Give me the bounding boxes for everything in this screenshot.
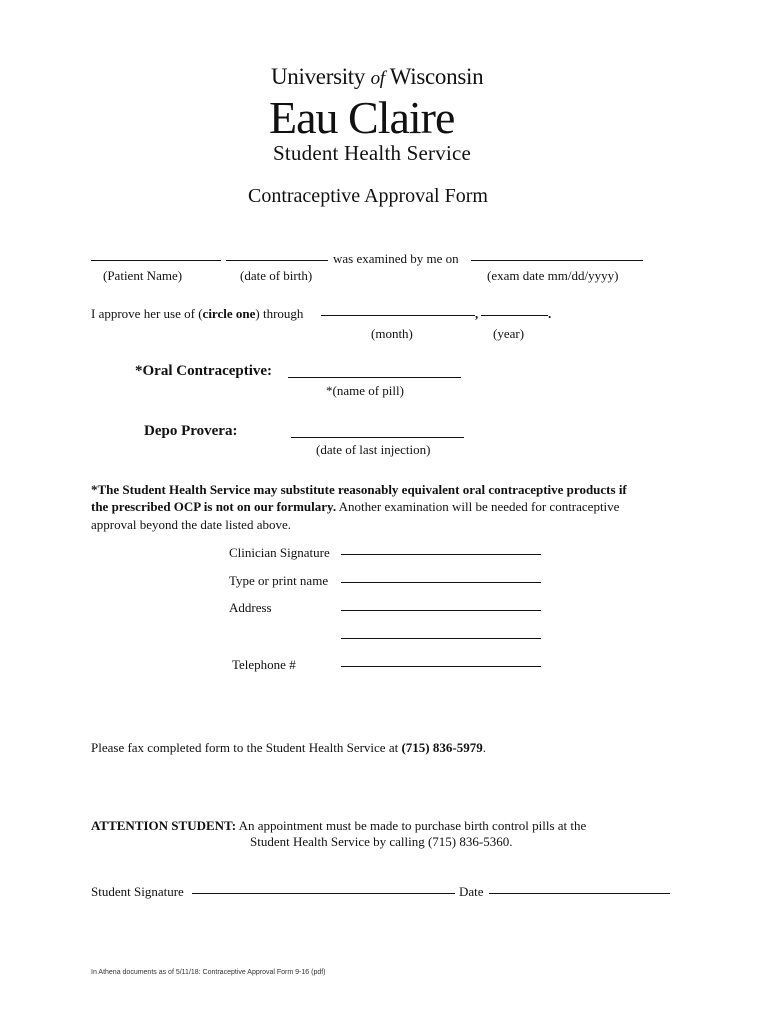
approve-year-field[interactable]	[481, 304, 548, 316]
fax-instruction	[91, 740, 486, 756]
date-of-birth-label: (date of birth)	[240, 268, 313, 283]
patient-name-field[interactable]	[91, 249, 221, 261]
telephone-label: Telephone #	[232, 657, 296, 672]
clinician-signature-field[interactable]	[341, 543, 541, 555]
attention-label: ATTENTION STUDENT:	[91, 818, 237, 833]
attention-text-1: An appointment must be made to purchase birth control pills at the	[236, 818, 587, 833]
student-signature-field[interactable]	[192, 882, 455, 894]
approve-comma: ,	[475, 306, 479, 321]
notice-line-2	[91, 499, 619, 515]
logo-wisconsin-text: Wisconsin	[389, 64, 484, 89]
address-field-line-2[interactable]	[341, 627, 541, 639]
address-field-line-1[interactable]	[341, 599, 541, 611]
patient-name-label: (Patient Name)	[103, 268, 183, 283]
approve-text	[91, 306, 303, 322]
attention-line-1	[91, 818, 586, 834]
telephone-field[interactable]	[341, 655, 541, 667]
fax-text: Please fax completed form to the Student Health Service at	[91, 740, 402, 755]
logo-of-text: of	[370, 68, 385, 89]
approve-circle-one: circle one	[202, 306, 256, 321]
date-of-birth-field[interactable]	[226, 249, 328, 261]
fax-end: .	[482, 740, 486, 755]
month-label: (month)	[371, 326, 413, 341]
approve-period: .	[548, 306, 552, 321]
exam-date-field[interactable]	[471, 249, 643, 261]
pill-name-label: *(name of pill)	[326, 383, 404, 398]
depo-provera-field[interactable]	[291, 426, 464, 438]
logo-student-health-service: Student Health Service	[273, 141, 472, 165]
document-footer: In Athena documents as of 5/11/18: Contraceptive Approval Form 9-16 (pdf)	[91, 969, 326, 976]
fax-number: (715) 836-5979	[401, 740, 483, 755]
print-name-field[interactable]	[341, 571, 541, 583]
student-signature-label: Student Signature	[91, 884, 184, 899]
notice-exam-text: Another examination will be needed for contraceptive	[336, 499, 620, 514]
notice-line-3: approval beyond the date listed above.	[91, 517, 291, 532]
approve-month-field[interactable]	[321, 304, 475, 316]
exam-date-label: (exam date mm/dd/yyyy)	[487, 268, 619, 283]
student-date-field[interactable]	[489, 882, 670, 894]
exam-text: was examined by me on	[333, 251, 459, 266]
clinician-signature-label: Clinician Signature	[229, 545, 330, 560]
approve-post: ) through	[255, 306, 304, 321]
year-label: (year)	[493, 326, 525, 341]
oral-contraceptive-field[interactable]	[288, 366, 461, 378]
attention-line-2: Student Health Service by calling (715) 836-5360.	[250, 834, 513, 849]
logo-university-text: University	[271, 64, 366, 89]
print-name-label: Type or print name	[229, 573, 329, 588]
approve-pre: I approve her use of (	[91, 306, 203, 321]
oral-contraceptive-label: *Oral Contraceptive:	[135, 363, 273, 379]
student-date-label: Date	[459, 884, 484, 899]
address-label: Address	[229, 600, 272, 615]
depo-provera-label: Depo Provera:	[144, 423, 238, 439]
notice-line-1: *The Student Health Service may substitute reasonably equivalent oral contraceptive products if	[91, 482, 627, 497]
logo-eau-claire: Eau Claire	[269, 92, 455, 143]
last-injection-label: (date of last injection)	[316, 442, 431, 457]
logo-line-university	[271, 64, 483, 90]
form-title: Contraceptive Approval Form	[248, 185, 488, 207]
notice-formulary-bold: the prescribed OCP is not on our formulary.	[91, 499, 337, 514]
